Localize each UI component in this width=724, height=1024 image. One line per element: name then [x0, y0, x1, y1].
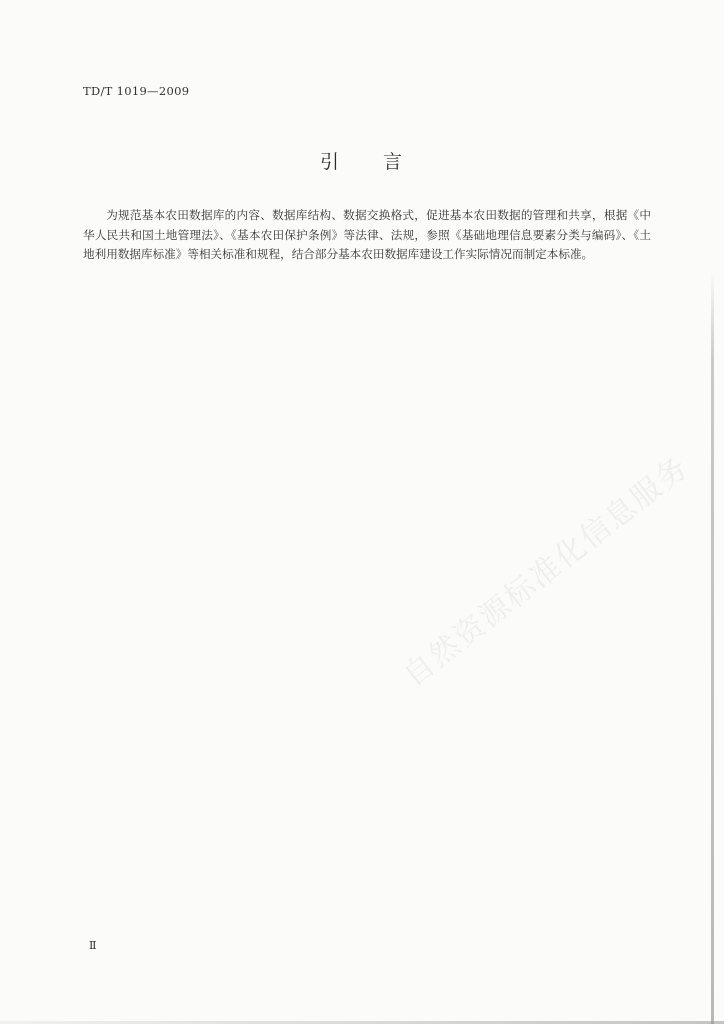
standard-code: TD/T 1019—2009: [83, 84, 190, 98]
section-title: 引言: [320, 151, 447, 173]
introduction-paragraph: 为规范基本农田数据库的内容、数据库结构、数据交换格式，促进基本农田数据的管理和共享，根据《中华人民共和国土地管理法》、《基本农田保护条例》等法律、法规，参照《基础地理信息要素分类与编码》、《土地利用数据库标准》等相关标准和规程，结合部分基本农田数据库建设工作实际情况而制定本标准。: [83, 208, 651, 261]
watermark: 自然资源标准化信息服务: [396, 449, 696, 694]
page-number: Ⅱ: [89, 939, 97, 952]
page-edge-right: [711, 270, 714, 1024]
